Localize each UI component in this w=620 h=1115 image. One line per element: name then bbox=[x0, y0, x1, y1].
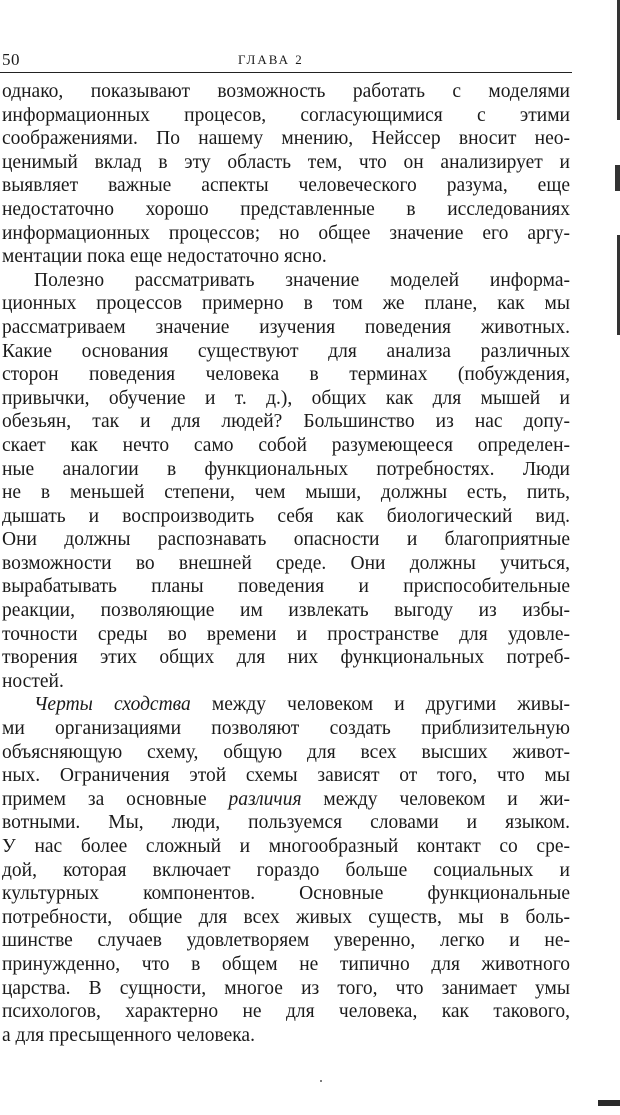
text-segment: информационных процессов; но общее значение его аргу- bbox=[2, 222, 570, 244]
text-segment: рассматриваем значение изучения поведения животных. bbox=[2, 316, 570, 338]
text-line bbox=[2, 528, 570, 552]
text-segment: точности среды во времени и пространстве для удовле- bbox=[2, 623, 570, 645]
text-line bbox=[2, 127, 570, 151]
text-line bbox=[2, 151, 570, 175]
text-line bbox=[2, 222, 570, 246]
text-line bbox=[2, 269, 570, 293]
text-segment: культурных компонентов. Основные функциональные bbox=[2, 883, 570, 905]
scan-edge-mark bbox=[615, 165, 620, 191]
page-header bbox=[0, 50, 570, 70]
text-segment: психологов, характерно не для человека, как такового, bbox=[2, 1001, 570, 1023]
text-segment: дой, которая включает гораздо больше социальных и bbox=[2, 859, 570, 881]
text-line bbox=[2, 363, 570, 387]
paragraph bbox=[2, 80, 570, 269]
text-line bbox=[2, 646, 570, 670]
text-line bbox=[2, 929, 570, 953]
text-line bbox=[2, 575, 570, 599]
text-segment: соображениями. По нашему мнению, Нейссер вносит нео- bbox=[2, 128, 570, 150]
text-line bbox=[2, 906, 570, 930]
page-number: 50 bbox=[2, 50, 20, 69]
text-line bbox=[2, 552, 570, 576]
text-line bbox=[2, 859, 570, 883]
text-segment: ми организациями позволяют создать приблизительную bbox=[2, 718, 570, 740]
text-line bbox=[2, 80, 570, 104]
text-line bbox=[2, 741, 570, 765]
text-line bbox=[2, 764, 570, 788]
text-segment: ментации пока еще недостаточно ясно. bbox=[2, 246, 327, 268]
text-line bbox=[2, 292, 570, 316]
text-line bbox=[2, 481, 570, 505]
text-segment: реакции, позволяющие им извлекать выгоду из избы- bbox=[2, 600, 570, 622]
body-text bbox=[2, 80, 570, 1047]
text-segment: сторон поведения человека в терминах (побуждения, bbox=[2, 364, 570, 386]
text-segment: скает как нечто само собой разумеющееся определен- bbox=[2, 434, 570, 456]
text-segment: привычки, обучение и т. д.), общих как для мышей и bbox=[2, 387, 570, 409]
text-segment: Они должны распознавать опасности и благоприятные bbox=[2, 529, 570, 551]
text-line bbox=[2, 387, 570, 411]
text-segment: вырабатывать планы поведения и приспособительные bbox=[2, 576, 570, 598]
text-segment: потребности, общие для всех живых существ, мы в боль- bbox=[2, 906, 570, 928]
text-segment: выявляет важные аспекты человеческого разума, еще bbox=[2, 175, 570, 197]
scan-edge-mark bbox=[598, 1100, 620, 1106]
text-segment: между человеком и другими живы- bbox=[190, 694, 570, 716]
paragraph bbox=[2, 693, 570, 1047]
text-line bbox=[2, 505, 570, 529]
paragraph bbox=[2, 269, 570, 694]
text-segment: У нас более сложный и многообразный контакт со сре- bbox=[2, 836, 570, 857]
text-line bbox=[2, 882, 570, 906]
text-line bbox=[2, 410, 570, 434]
text-segment: между человеком и жи- bbox=[301, 788, 570, 810]
text-segment: а для пресыщенного человека. bbox=[2, 1024, 255, 1046]
text-line bbox=[2, 717, 570, 741]
text-segment: ные аналогии в функциональных потребностях. Люди bbox=[2, 458, 570, 480]
text-line bbox=[2, 245, 570, 269]
text-segment: вотными. Мы, люди, пользуемся словами и языком. bbox=[2, 812, 570, 834]
text-segment: возможности во внешней среде. Они должны учиться, bbox=[2, 552, 570, 574]
italic-text: Черты сходства bbox=[34, 694, 191, 716]
text-line bbox=[2, 835, 570, 859]
text-segment: не в меньшей степени, чем мыши, должны есть, пить, bbox=[2, 482, 570, 504]
text-segment: дышать и воспроизводить себя как биологический вид. bbox=[2, 505, 570, 527]
text-segment: принужденно, что в общем не типично для животного bbox=[2, 953, 570, 975]
text-line bbox=[2, 340, 570, 364]
text-line bbox=[2, 693, 570, 717]
text-line bbox=[2, 198, 570, 222]
text-line bbox=[2, 599, 570, 623]
text-line bbox=[2, 1024, 570, 1048]
text-segment: Какие основания существуют для анализа различных bbox=[2, 340, 570, 362]
text-segment: Полезно рассматривать значение моделей информа- bbox=[34, 269, 570, 291]
text-segment: ностей. bbox=[2, 670, 64, 692]
scan-speck bbox=[320, 1080, 322, 1082]
text-segment: царства. В сущности, многое из того, что занимает умы bbox=[2, 977, 570, 999]
text-line bbox=[2, 458, 570, 482]
text-line bbox=[2, 670, 570, 694]
text-line bbox=[2, 811, 570, 835]
text-segment: недостаточно хорошо представленные в исследованиях bbox=[2, 198, 570, 220]
header-rule bbox=[0, 72, 572, 73]
text-segment: примем за основные bbox=[2, 788, 229, 810]
text-line bbox=[2, 1000, 570, 1024]
text-segment: ных. Ограничения этой схемы зависят от того, что мы bbox=[2, 765, 570, 787]
text-line bbox=[2, 174, 570, 198]
text-segment: ценимый вклад в эту область тем, что он анализирует и bbox=[2, 151, 570, 173]
text-segment: шинстве случаев удовлетворяем уверенно, легко и не- bbox=[2, 930, 570, 952]
text-line bbox=[2, 977, 570, 1001]
text-segment: однако, показывают возможность работать с моделями bbox=[2, 81, 570, 102]
text-segment: объясняющую схему, общую для всех высших живот- bbox=[2, 741, 570, 763]
text-segment: информационных процесов, согласующимися с этими bbox=[2, 104, 570, 126]
text-line bbox=[2, 953, 570, 977]
text-line bbox=[2, 788, 570, 812]
italic-text: различия bbox=[228, 788, 302, 810]
text-segment: творения этих общих для них функциональных потреб- bbox=[2, 647, 570, 669]
text-line bbox=[2, 434, 570, 458]
text-line bbox=[2, 104, 570, 128]
text-segment: ционных процессов примерно в том же плане, как мы bbox=[2, 293, 570, 315]
text-segment: обезьян, так и для людей? Большинство из нас допу- bbox=[2, 411, 570, 433]
running-head: ГЛАВА 2 bbox=[238, 52, 304, 67]
text-line bbox=[2, 623, 570, 647]
text-line bbox=[2, 316, 570, 340]
